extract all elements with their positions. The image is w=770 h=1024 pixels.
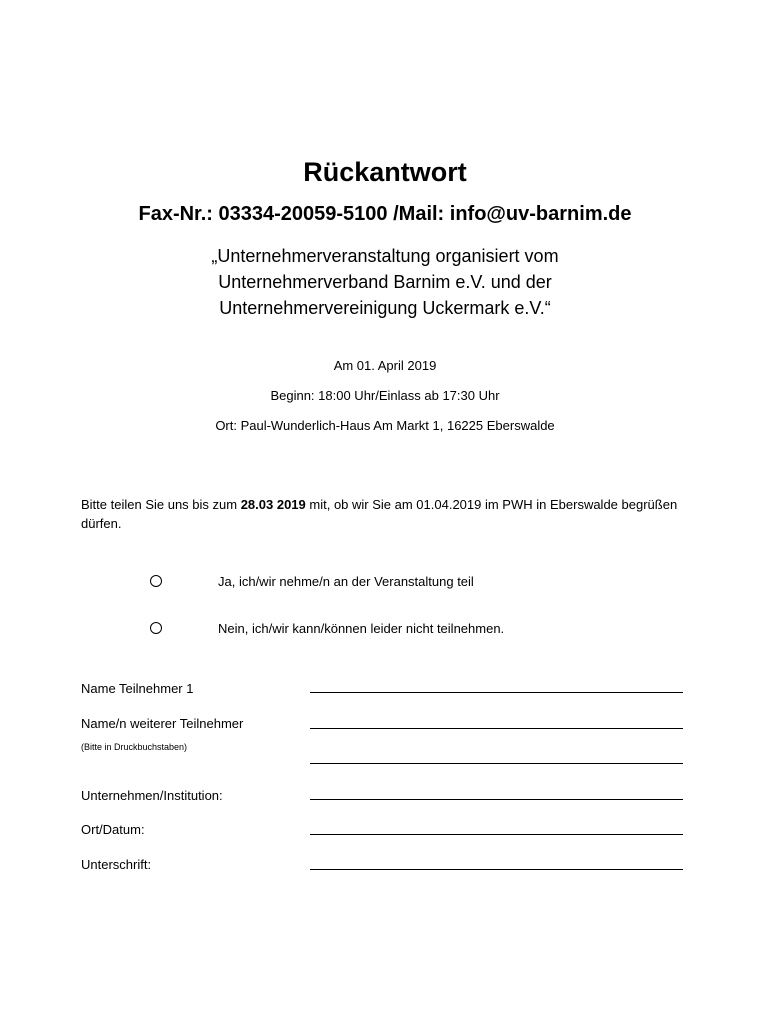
additional-names-label: Name/n weiterer Teilnehmer (81, 716, 244, 731)
radio-no[interactable] (150, 622, 162, 634)
name1-field[interactable] (310, 692, 683, 693)
contact-line: Fax-Nr.: 03334-20059-5100 /Mail: info@uv-barnim.de (138, 203, 632, 225)
place-date-field[interactable] (310, 834, 683, 835)
event-location: Ort: Paul-Wunderlich-Haus Am Markt 1, 16225 Eberswalde (215, 418, 555, 433)
place-date-label: Ort/Datum: (81, 822, 145, 837)
event-date: Am 01. April 2019 (333, 358, 437, 373)
additional-names-field-2[interactable] (310, 763, 683, 764)
name1-label: Name Teilnehmer 1 (81, 681, 194, 696)
reply-request-text (81, 495, 691, 533)
event-time: Beginn: 18:00 Uhr/Einlass ab 17:30 Uhr (270, 388, 500, 403)
event-title-line: Unternehmerverband Barnim e.V. und der (218, 272, 552, 292)
request-text-before: Bitte teilen Sie uns bis zum (81, 497, 241, 512)
company-label: Unternehmen/Institution: (81, 788, 223, 803)
event-title-line: „Unternehmerveranstaltung organisiert vom (211, 246, 559, 266)
option-yes-label: Ja, ich/wir nehme/n an der Veranstaltung teil (218, 574, 474, 589)
request-text-after: mit, ob wir Sie am 01.04.2019 im PWH in Eberswalde begrüßen dürfen. (81, 497, 678, 531)
signature-label: Unterschrift: (81, 857, 152, 872)
reply-deadline: 28.03 2019 (240, 497, 306, 512)
event-title (0, 243, 770, 321)
company-field[interactable] (310, 799, 683, 800)
print-hint: (Bitte in Druckbuchstaben) (81, 742, 188, 752)
radio-yes[interactable] (150, 575, 162, 587)
signature-field[interactable] (310, 869, 683, 870)
additional-names-field[interactable] (310, 728, 683, 729)
page-title: Rückantwort (303, 157, 467, 187)
event-title-line: Unternehmervereinigung Uckermark e.V.“ (219, 298, 551, 318)
option-no-label: Nein, ich/wir kann/können leider nicht teilnehmen. (218, 621, 505, 636)
